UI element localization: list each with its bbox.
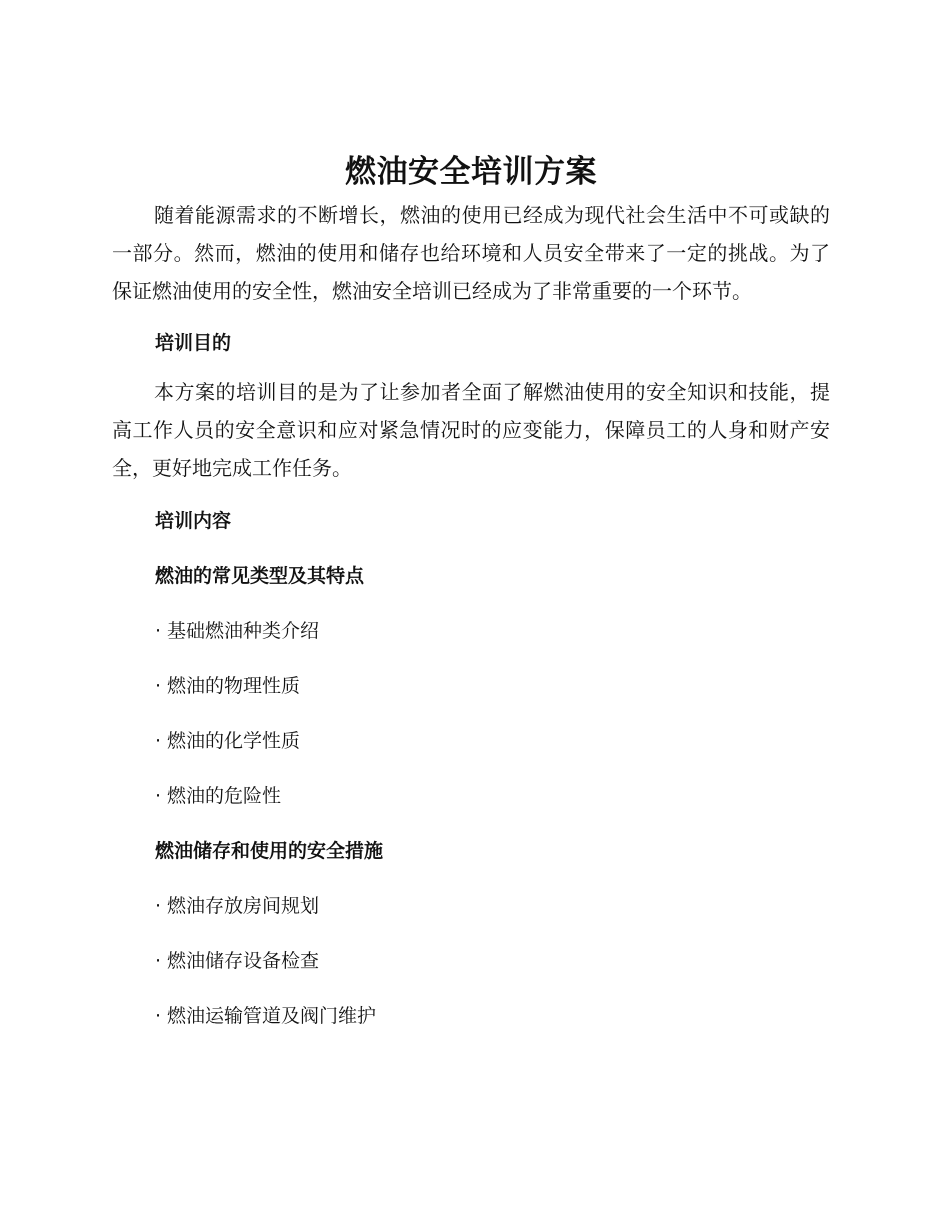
purpose-paragraph: 本方案的培训目的是为了让参加者全面了解燃油使用的安全知识和技能，提高工作人员的安全意识和应对紧急情况时的应变能力，保障员工的人身和财产安全，更好地完成工作任务。 <box>112 380 830 480</box>
document-title: 燃油安全培训方案 <box>345 154 597 190</box>
safety-measures-list <box>112 891 830 1031</box>
list-item: · 燃油储存设备检查 <box>112 946 830 976</box>
list-item: · 燃油运输管道及阀门维护 <box>112 1001 830 1031</box>
list-item: · 基础燃油种类介绍 <box>112 616 830 646</box>
list-item: · 燃油存放房间规划 <box>112 891 830 921</box>
section-heading-content: 培训内容 <box>155 510 232 532</box>
list-item: · 燃油的危险性 <box>112 781 830 811</box>
subsection-heading-fuel-types: 燃油的常见类型及其特点 <box>155 565 365 587</box>
section-heading-purpose: 培训目的 <box>155 332 232 354</box>
list-item: · 燃油的化学性质 <box>112 726 830 756</box>
bullet-glyph: · <box>155 730 162 752</box>
bullet-glyph: · <box>155 950 162 972</box>
intro-paragraph: 随着能源需求的不断增长，燃油的使用已经成为现代社会生活中不可或缺的一部分。然而，燃油的使用和储存也给环境和人员安全带来了一定的挑战。为了保证燃油使用的安全性，燃油安全培训已经成为了非常重要的一个环节。 <box>112 203 830 303</box>
bullet-glyph: · <box>155 620 162 642</box>
bullet-glyph: · <box>155 895 162 917</box>
subsection-heading-safety-measures: 燃油储存和使用的安全措施 <box>155 840 384 862</box>
document-page <box>112 150 830 1031</box>
bullet-glyph: · <box>155 785 162 807</box>
fuel-types-list <box>112 616 830 811</box>
bullet-glyph: · <box>155 1005 162 1027</box>
list-item: · 燃油的物理性质 <box>112 671 830 701</box>
bullet-glyph: · <box>155 675 162 697</box>
